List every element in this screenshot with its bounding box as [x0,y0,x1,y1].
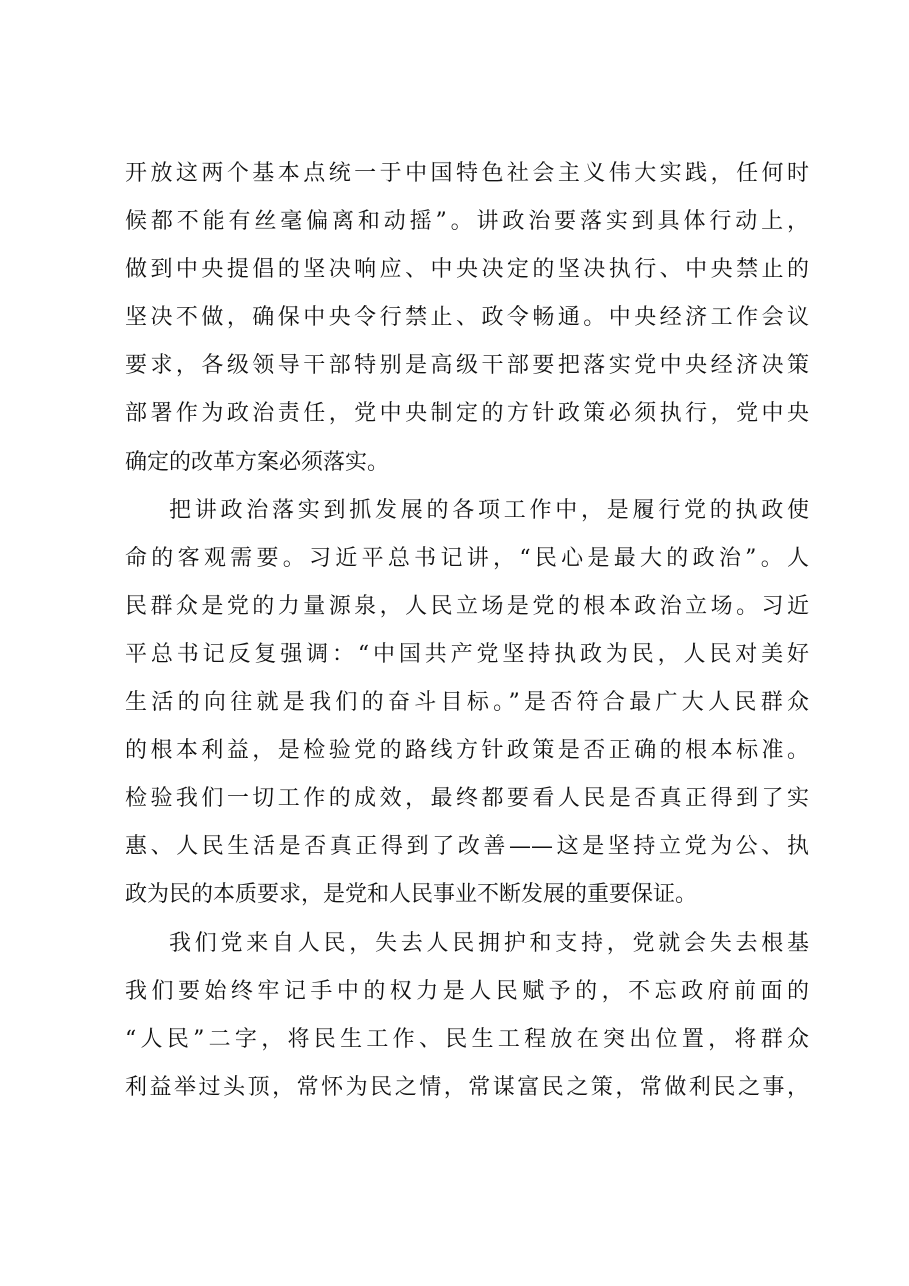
text-line: 命的客观需要。习近平总书记讲，“民心是最大的政治”。人 [125,545,809,571]
text-line: 确定的改革方案必须落实。 [125,449,390,475]
text-line: 坚决不做，确保中央令行禁止、政令畅通。中央经济工作会议 [125,305,809,331]
text-line: 平总书记反复强调：“中国共产党坚持执政为民，人民对美好 [125,641,809,667]
text-line: 把讲政治落实到抓发展的各项工作中，是履行党的执政使 [169,497,809,523]
text-line: 部署作为政治责任，党中央制定的方针政策必须执行，党中央 [125,401,809,427]
text-line: 做到中央提倡的坚决响应、中央决定的坚决执行、中央禁止的 [125,257,809,283]
text-line: 候都不能有丝毫偏离和动摇”。讲政治要落实到具体行动上， [125,209,809,235]
body-text [125,150,809,1112]
text-line: 开放这两个基本点统一于中国特色社会主义伟大实践，任何时 [125,161,809,186]
text-line: 利益举过头顶，常怀为民之情，常谋富民之策，常做利民之事， [125,1074,809,1100]
text-line: 要求，各级领导干部特别是高级干部要把落实党中央经济决策 [125,353,809,379]
text-line: 生活的向往就是我们的奋斗目标。”是否符合最广大人民群众 [125,690,809,716]
text-line: 的根本利益，是检验党的路线方针政策是否正确的根本标准。 [125,738,809,764]
text-line: “人民”二字，将民生工作、民生工程放在突出位置，将群众 [125,1026,809,1052]
text-line: 我们党来自人民，失去人民拥护和支持，党就会失去根基 [169,930,809,956]
text-line: 惠、人民生活是否真正得到了改善——这是坚持立党为公、执 [125,834,809,860]
text-line: 检验我们一切工作的成效，最终都要看人民是否真正得到了实 [125,786,809,812]
text-line: 我们要始终牢记手中的权力是人民赋予的，不忘政府前面的 [125,978,809,1004]
text-line: 政为民的本质要求，是党和人民事业不断发展的重要保证。 [125,882,698,908]
text-line: 民群众是党的力量源泉，人民立场是党的根本政治立场。习近 [125,593,809,619]
